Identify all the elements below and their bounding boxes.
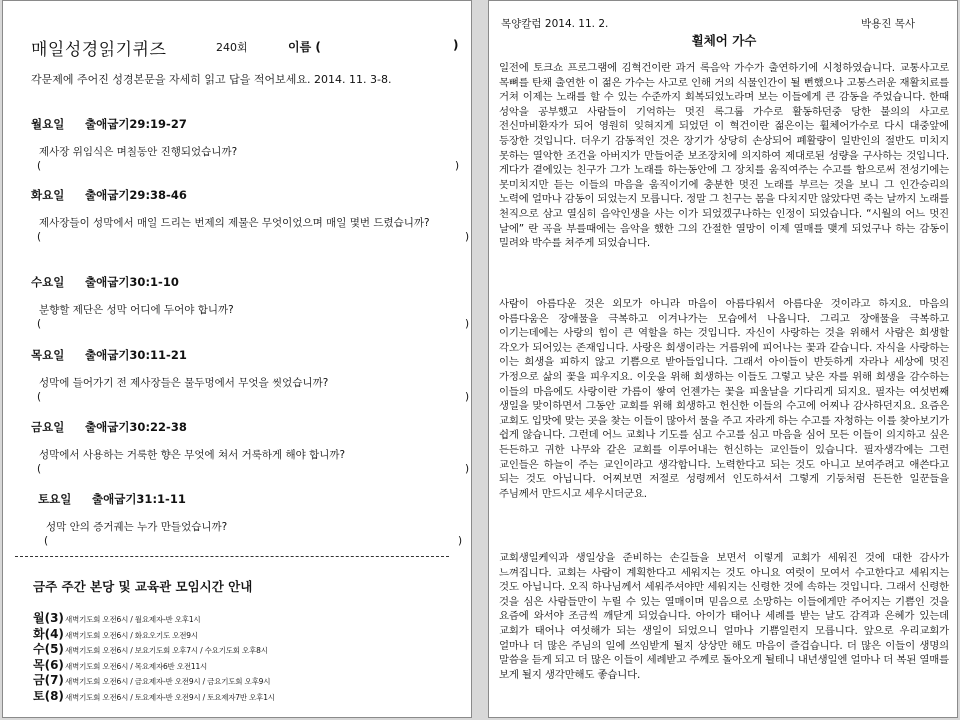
bible-passage: 출애굽기29:19-27 xyxy=(85,117,187,131)
answer-open-paren: ( xyxy=(37,231,42,243)
name-label: 이름 ( xyxy=(288,40,321,54)
quiz-question: 성막 안의 증거궤는 누가 만들었습니까? xyxy=(46,521,228,533)
answer-close-paren: ) xyxy=(458,535,463,547)
answer-close-paren: ) xyxy=(465,463,470,475)
answer-close-paren: ) xyxy=(465,318,470,330)
day-heading xyxy=(31,274,469,290)
bible-passage: 출애굽기30:22-38 xyxy=(85,420,187,434)
schedule-row xyxy=(33,638,463,654)
answer-open-paren: ( xyxy=(37,391,42,403)
day-heading xyxy=(31,419,469,435)
bible-passage: 출애굽기30:1-10 xyxy=(85,275,179,289)
day-name: 금요일 xyxy=(31,420,65,434)
quiz-day-thursday xyxy=(31,347,469,405)
answer-open-paren: ( xyxy=(37,160,42,172)
schedule-day: 화(4) xyxy=(33,626,64,641)
quiz-day-monday xyxy=(31,116,469,174)
quiz-question: 제사장 위임식은 며칠동안 진행되었습니까? xyxy=(39,146,238,158)
schedule-info: 새벽기도회 오전6시 / 목요제자6반 오전11시 xyxy=(65,661,208,671)
quiz-title: 매일성경읽기퀴즈 xyxy=(31,40,167,60)
schedule-day: 월(3) xyxy=(33,611,64,625)
quiz-day-wednesday xyxy=(31,274,469,332)
schedule-row xyxy=(33,654,463,670)
column-paragraph: 교회생일케익과 생일상을 준비하는 손길들을 보면서 이렇게 교회가 세워진 것에 대한 감사가 느껴집니다. 교회는 사람이 계획한다고 세워지는 것도 아니요 여럿이 모여서 수고한다고 세워지는 것도 아닙니다. 오직 하나님께서 세워주셔야만 세워지는 신령한 것에 속하는 것입니다. 그래서 신령한 것을 심은 사람들만이 누릴 수 있는 열매이며 믿음으로 소망하는 이들에게만 주어지는 기쁨인 것을 요즘에 와서야 조금씩 깨닫게 되었습니다. 아이가 태어나 세례를 받는 날도 감격과 은혜가 있는데 교회가 태어나 여섯해가 되는 생일이 되었으니 얼마나 기쁨일런지 모릅니다. 앞으로 우리교회가 얼마나 더 많은 주님의 일에 쓰임받게 될지 상상만 해도 마음이 즐겁습니다. 더 많은 이들이 생명의 말씀을 듣게 되고 더 많은 이들이 세례받고 주께로 돌아오게 될테니 내년생일엔 얼마나 더 복된 열매를 보게 될지 생각만해도 좋습니다. xyxy=(499,552,949,681)
quiz-question: 분향할 제단은 성막 어디에 두어야 합니까? xyxy=(39,304,234,316)
schedule-row xyxy=(33,685,463,701)
answer-blank[interactable] xyxy=(37,231,469,245)
answer-close-paren: ) xyxy=(465,231,470,243)
bible-passage: 출애굽기29:38-46 xyxy=(85,188,187,202)
schedule-row xyxy=(33,669,463,685)
schedule-title: 금주 주간 본당 및 교육관 모임시간 안내 xyxy=(33,579,253,594)
quiz-day-tuesday xyxy=(31,187,469,245)
bible-passage: 출애굽기30:11-21 xyxy=(85,348,187,362)
section-divider xyxy=(15,556,449,557)
quiz-day-saturday xyxy=(38,491,472,549)
day-name: 토요일 xyxy=(38,492,72,506)
answer-close-paren: ) xyxy=(455,160,460,172)
schedule-day: 수(5) xyxy=(33,642,64,656)
day-name: 수요일 xyxy=(31,275,65,289)
quiz-header xyxy=(31,35,461,60)
bible-passage: 출애굽기31:1-11 xyxy=(92,492,186,506)
column-paragraph: 일전에 토크쇼 프로그램에 김혁건이란 과거 록음악 가수가 출연하기에 시청하였습니다. 교통사고로 목뼈를 탄채 출연한 이 젊은 가수는 사고로 인해 거의 식물인간이 될 뻔했으나 고통스러운 재활치료를 거쳐 이제는 노래를 할 수 있는 수준까지 회복되었노라며 보는 이들에게 큰 감동을 주었습니다. 한때 성악을 공부했고 사람들이 기억하는 멋진 록그룹 가수로 활동하던중 당한 불의의 사고로 전신마비환자가 되어 영원히 잊혀지게 되었던 이 혁건이란 젊은이는 휠체어가수로 다시 대중앞에 등장한 것입니다. 더우기 감동적인 것은 장기가 상당히 손상되어 폐활량이 일반인의 절반도 미치지 못하는 열악한 조건을 아버지가 만들어준 보조장치에 의지하여 제대로된 성량을 구사하는 것입니다. 게다가 곁에있는 친구가 그가 노래를 하는동안에 그 장치를 움직여주는 수고를 함으로써 전성기에는 못미치지만 듣는 이들의 마음을 움직이기에 충분한 멋진 노래를 부르는 것을 보니 그 인간승리의 노력에 얼마나 감동이 되었는지 모릅니다. 정말 그 친구는 몸을 다치지만 않았다면 죽는 날까지 노래를 천직으로 삼고 열심히 음악인생을 사는 이가 되었겠구나하는 인정이 되었습니다. “시월의 어느 멋진 날에” 란 곡을 부를때에는 음악을 했한 그의 간절한 열망이 이제 열매를 맺게 되었구나 하는 감동이 밀려와 박수를 쳐주게 되었습니다. xyxy=(499,62,949,250)
quiz-question: 성막에서 사용하는 거룩한 향은 무엇에 쳐서 거룩하게 해야 합니까? xyxy=(39,449,346,461)
column-date: 목양칼럼 2014. 11. 2. xyxy=(501,18,609,30)
column-author: 박용진 목사 xyxy=(861,18,916,30)
answer-open-paren: ( xyxy=(37,463,42,475)
column-paragraph: 사람이 아름다운 것은 외모가 아니라 마음이 아름다워서 아름다운 것이라고 하지요. 마음의 아름다움은 장애물을 극복하고 이겨나가는 모습에서 나옵니다. 그리고 장애물을 극복하고 이기는데에는 사랑의 힘이 큰 역할을 하는 것입니다. 자신이 사랑하는 것을 위해서 사람은 희생할 각오가 되어있는 존재입니다. 사랑은 희생이라는 거름위에 피어나는 꽃과 같습니다. 자식을 사랑하는 이는 희생을 피하지 않고 기쁨으로 받아들입니다. 그래서 아이들이 반듯하게 자라나 세상에 멋진 가정으로 삶의 꽃을 피우지요. 이웃을 위해 희생하는 이들도 그렇고 낮은 자를 위해 희생을 감수하는 이들의 마음에도 사랑이란 가름이 쌓여 언젠가는 꽃을 피울날을 기다리게 되지요. 필자는 여섯번째 생일을 맞이하면서 그동안 교회를 위해 희생하고 헌신한 이들의 수고에 어찌나 감사하던지요. 요즘은 교회도 입맛에 맞는 곳을 찾는 이들이 많아서 물을 주고 자라게 하는 수고를 자청하는 이를 찾아보기가 쉽게 않습니다. 그런데 어느 교회나 기도를 심고 수고를 심고 마음을 심어 모든 이들이 의지하고 싶은 든든하고 귀한 나무와 같은 교회를 이루어내는 헌신하는 교인들이 있습니다. 필자생각에는 그런 교인들은 하늘이 주는 교인이라고 생각합니다. 노력한다고 되는 것도 아니고 보여주려고 애쓴다고 되는 것도 아닙니다. 어찌보면 저절로 성령께서 인도하셔서 그렇게 기둥처럼 든든한 일꾼들을 주님께서 만드시고 세우시더군요. xyxy=(499,298,949,500)
schedule-day: 토(8) xyxy=(33,688,64,703)
quiz-question: 성막에 들어가기 전 제사장들은 물두멍에서 무엇을 씻었습니까? xyxy=(39,377,329,389)
quiz-question: 제사장들이 성막에서 매일 드리는 번제의 제물은 무엇이었으며 매일 몇번 드렸습니까? xyxy=(39,217,430,229)
day-heading xyxy=(31,116,469,132)
schedule-day: 금(7) xyxy=(33,673,64,687)
schedule-info: 새벽기도회 오전6시 / 월요제자-반 오후1시 xyxy=(65,615,201,624)
column-title: 휠체어 가수 xyxy=(691,33,757,48)
schedule-info: 새벽기도회 오전6시 / 화요오기도 오전9시 xyxy=(65,630,198,640)
answer-blank[interactable] xyxy=(44,535,472,549)
schedule-row xyxy=(33,607,463,623)
schedule-info: 새벽기도회 오전6시 / 토요제자-반 오전9시 / 토요제자7반 오후1시 xyxy=(65,692,275,702)
answer-open-paren: ( xyxy=(37,318,42,330)
schedule-day: 목(6) xyxy=(33,657,64,672)
day-heading xyxy=(31,187,469,203)
schedule-info: 새벽기도회 오전6시 / 보요기도회 오후7시 / 수요기도회 오후8시 xyxy=(65,646,268,655)
schedule-row xyxy=(33,623,463,639)
answer-blank[interactable] xyxy=(37,391,469,405)
column-header xyxy=(501,16,947,52)
quiz-instruction: 각문제에 주어진 성경본문을 자세히 읽고 답을 적어보세요. 2014. 11. 3-8. xyxy=(31,73,392,86)
day-heading xyxy=(31,347,469,363)
answer-blank[interactable] xyxy=(37,463,469,477)
meeting-schedule xyxy=(33,607,463,703)
schedule-info: 새벽기도회 오전6시 / 금요제자-반 오전9시 / 금요기도회 오후9시 xyxy=(65,677,271,686)
day-name: 월요일 xyxy=(31,117,65,131)
answer-close-paren: ) xyxy=(465,391,470,403)
column-page xyxy=(488,0,958,718)
answer-blank[interactable] xyxy=(37,318,469,332)
name-close-paren: ) xyxy=(453,38,459,52)
day-name: 화요일 xyxy=(31,188,65,202)
quiz-number: 240회 xyxy=(216,41,248,54)
answer-open-paren: ( xyxy=(44,535,49,547)
day-name: 목요일 xyxy=(31,348,65,362)
answer-blank[interactable] xyxy=(37,160,469,174)
day-heading xyxy=(38,491,472,507)
quiz-page xyxy=(2,0,472,718)
quiz-day-friday xyxy=(31,419,469,477)
